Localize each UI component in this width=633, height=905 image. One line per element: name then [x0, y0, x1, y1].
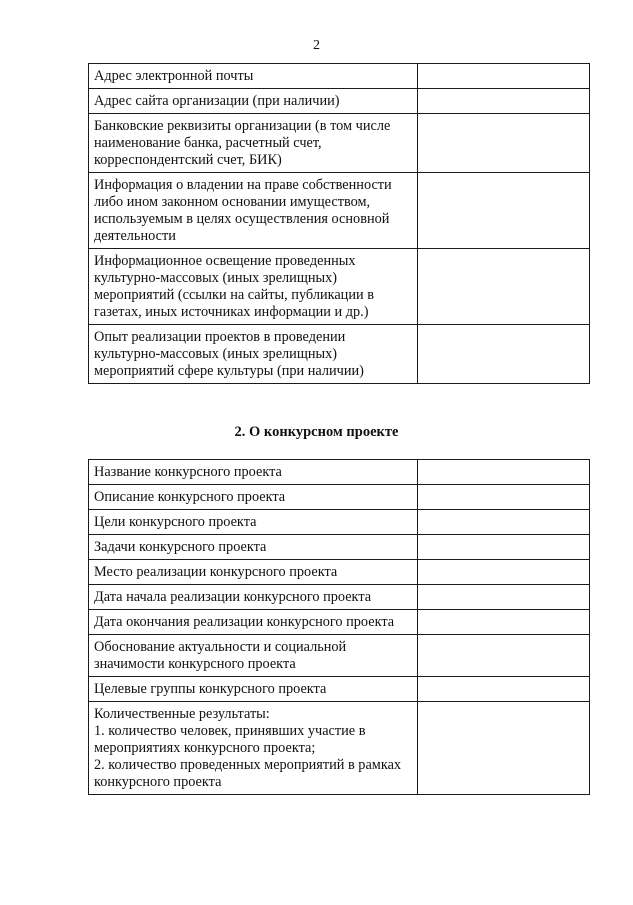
quantitative-results-line-1: 1. количество человек, принявших участие в мероприятиях конкурсного проекта;	[94, 723, 366, 756]
row-label-project-description: Описание конкурсного проекта	[89, 485, 418, 510]
row-label-start-date: Дата начала реализации конкурсного проекта	[89, 585, 418, 610]
row-value-project-goals[interactable]	[418, 510, 590, 535]
row-label-relevance: Обоснование актуальности и социальной значимости конкурсного проекта	[89, 635, 418, 677]
table-row	[89, 64, 590, 89]
row-label-project-location: Место реализации конкурсного проекта	[89, 560, 418, 585]
row-value-property[interactable]	[418, 173, 590, 249]
row-value-start-date[interactable]	[418, 585, 590, 610]
row-label-bank-details: Банковские реквизиты организации (в том числе наименование банка, расчетный счет, корреспондентский счет, БИК)	[89, 114, 418, 173]
row-value-project-location[interactable]	[418, 560, 590, 585]
table-row	[89, 677, 590, 702]
section-title: 2. О конкурсном проекте	[234, 424, 399, 440]
row-label-property: Информация о владении на праве собственности либо ином законном основании имуществом, используемым в целях осуществления основной деятельности	[89, 173, 418, 249]
row-value-website[interactable]	[418, 89, 590, 114]
row-value-relevance[interactable]	[418, 635, 590, 677]
table-row	[89, 249, 590, 325]
row-label-project-tasks: Задачи конкурсного проекта	[89, 535, 418, 560]
table-row	[89, 460, 590, 485]
table-row	[89, 485, 590, 510]
page-number: 2	[313, 38, 320, 53]
row-label-project-name: Название конкурсного проекта	[89, 460, 418, 485]
row-value-target-groups[interactable]	[418, 677, 590, 702]
table-row	[89, 535, 590, 560]
row-value-email[interactable]	[418, 64, 590, 89]
row-label-end-date: Дата окончания реализации конкурсного проекта	[89, 610, 418, 635]
row-label-email: Адрес электронной почты	[89, 64, 418, 89]
table-row	[89, 89, 590, 114]
row-label-website: Адрес сайта организации (при наличии)	[89, 89, 418, 114]
project-info-table	[88, 459, 590, 795]
table-row	[89, 510, 590, 535]
row-value-project-name[interactable]	[418, 460, 590, 485]
row-value-project-tasks[interactable]	[418, 535, 590, 560]
quantitative-results-line-2: 2. количество проведенных мероприятий в рамках конкурсного проекта	[94, 757, 402, 790]
row-value-project-description[interactable]	[418, 485, 590, 510]
row-value-end-date[interactable]	[418, 610, 590, 635]
row-label-media-coverage: Информационное освещение проведенных культурно-массовых (иных зрелищных) мероприятий (ссылки на сайты, публикации в газетах, иных источниках информации и др.)	[89, 249, 418, 325]
table-row	[89, 325, 590, 384]
organization-info-table	[88, 63, 590, 384]
table-row	[89, 173, 590, 249]
row-label-project-goals: Цели конкурсного проекта	[89, 510, 418, 535]
quantitative-results-heading: Количественные результаты:	[94, 706, 270, 722]
table-row	[89, 585, 590, 610]
row-label-experience: Опыт реализации проектов в проведении культурно-массовых (иных зрелищных) мероприятий сфере культуры (при наличии)	[89, 325, 418, 384]
row-value-bank-details[interactable]	[418, 114, 590, 173]
row-value-quantitative-results[interactable]	[418, 702, 590, 795]
row-value-experience[interactable]	[418, 325, 590, 384]
row-label-quantitative-results	[89, 702, 418, 795]
table-row	[89, 635, 590, 677]
table-row	[89, 114, 590, 173]
table-row	[89, 702, 590, 795]
table-row	[89, 560, 590, 585]
table-row	[89, 610, 590, 635]
row-label-target-groups: Целевые группы конкурсного проекта	[89, 677, 418, 702]
row-value-media-coverage[interactable]	[418, 249, 590, 325]
